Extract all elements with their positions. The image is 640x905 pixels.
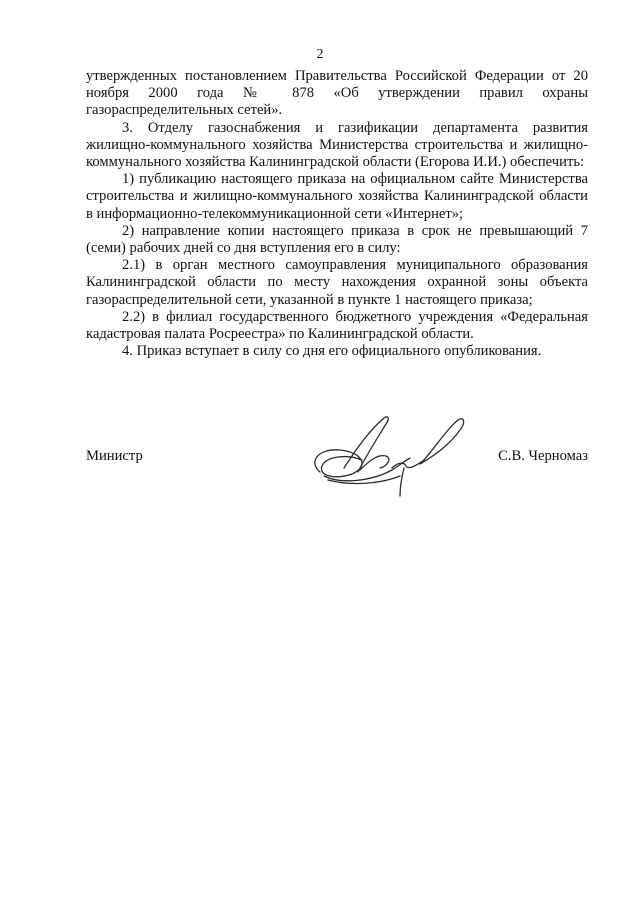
- document-body: [86, 68, 588, 360]
- paragraph-continuation: утвержденных постановлением Правительства Российской Федерации от 20 ноября 2000 года № 878 «Об утверждении правил охраны газораспределительных сетей».: [86, 68, 588, 119]
- paragraph-subitem-1: 1) публикацию настоящего приказа на официальном сайте Министерства строительства и жилищно-коммунального хозяйства Калининградской области в информационно-телекоммуникационной сети «Интернет»;: [86, 171, 588, 222]
- paragraph-item-3: 3. Отделу газоснабжения и газификации департамента развития жилищно-коммунального хозяйства Министерства строительства и жилищно-коммунального хозяйства Калининградской области (Егорова И.И.) обеспечить:: [86, 119, 588, 171]
- paragraph-item-4: 4. Приказ вступает в силу со дня его официального опубликования.: [122, 343, 542, 360]
- paragraph-subitem-2-1: 2.1) в орган местного самоуправления муниципального образования Калининградской области по месту нахождения охранной зоны объекта газораспределительной сети, указанной в пункте 1 настоящего приказа;: [86, 257, 588, 308]
- handwritten-signature: [300, 410, 470, 500]
- signer-position: Министр: [86, 448, 143, 464]
- paragraph-subitem-2: 2) направление копии настоящего приказа в срок не превышающий 7 (семи) рабочих дней со дня вступления его в силу:: [86, 222, 588, 257]
- signer-name: С.В. Черномаз: [498, 448, 588, 464]
- paragraph-subitem-2-2: 2.2) в филиал государственного бюджетного учреждения «Федеральная кадастровая палата Росреестра» по Калининградской области.: [86, 308, 588, 343]
- page-number: 2: [316, 47, 324, 62]
